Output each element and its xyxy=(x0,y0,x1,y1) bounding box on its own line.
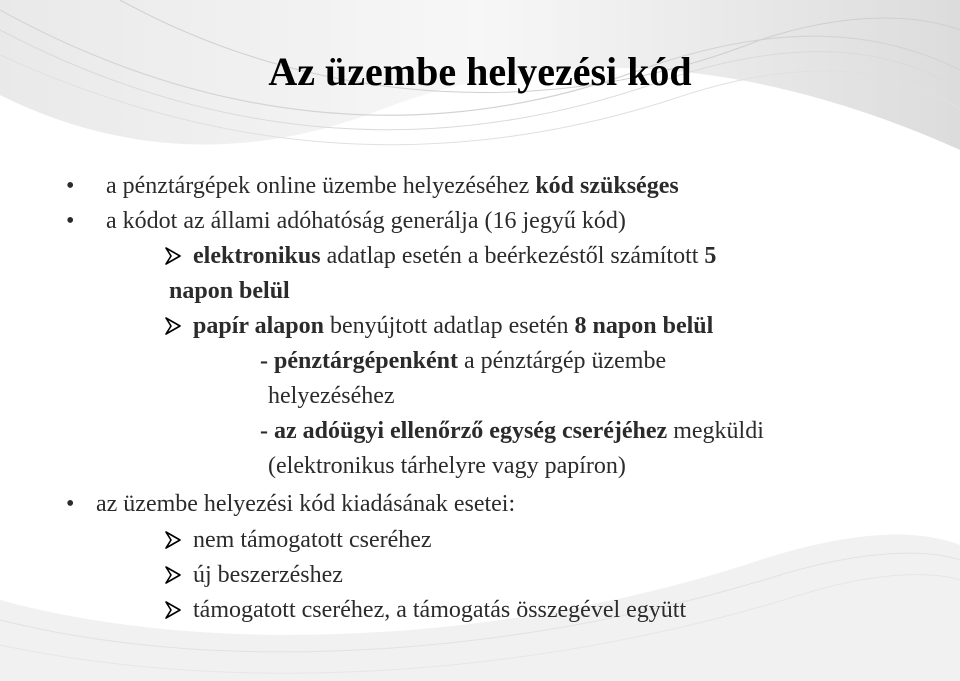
item-text: adatlap esetén a beérkezéstől számított xyxy=(320,243,705,269)
list-item: támogatott cseréhez, a támogatás összegével együtt xyxy=(193,597,687,623)
list-item: az üzembe helyezési kód kiadásának esetei: xyxy=(96,491,516,517)
item-text-bold: napon belül xyxy=(169,278,290,304)
item-text-bold: 8 napon belül xyxy=(574,313,714,339)
list-item: nem támogatott cseréhez xyxy=(193,527,432,553)
arrow-bullet-icon xyxy=(164,566,182,584)
arrow-bullet-icon xyxy=(164,247,182,265)
list-item xyxy=(260,346,666,376)
list-item-continuation: (elektronikus tárhelyre vagy papíron) xyxy=(268,453,626,479)
list-item: a kódot az állami adóhatóság generálja (16 jegyű kód) xyxy=(106,208,626,234)
item-text-bold: 5 xyxy=(704,243,717,269)
list-item xyxy=(260,416,764,446)
item-text-bold: elektronikus xyxy=(193,243,321,269)
bullet-icon: • xyxy=(66,173,75,199)
item-text: benyújtott adatlap esetén xyxy=(323,313,575,339)
list-item xyxy=(193,241,716,271)
list-item xyxy=(193,311,713,341)
item-text-bold: - pénztárgépenként xyxy=(260,348,458,374)
item-text: megküldi xyxy=(667,418,764,444)
bullet-icon: • xyxy=(66,491,75,517)
list-item-continuation xyxy=(169,276,290,306)
slide-title: Az üzembe helyezési kód xyxy=(268,49,692,94)
list-item xyxy=(106,171,679,201)
list-item: új beszerzéshez xyxy=(193,562,343,588)
item-text-bold: kód szükséges xyxy=(535,173,679,199)
arrow-bullet-icon xyxy=(164,317,182,335)
list-item-continuation: helyezéséhez xyxy=(268,383,395,409)
item-text-bold: papír alapon xyxy=(193,313,324,339)
arrow-bullet-icon xyxy=(164,601,182,619)
arrow-bullet-icon xyxy=(164,531,182,549)
item-text-bold: - az adóügyi ellenőrző egység cseréjéhez xyxy=(260,418,668,444)
bullet-icon: • xyxy=(66,208,75,234)
item-text: a pénztárgépek online üzembe helyezéséhez xyxy=(106,173,536,199)
item-text: a pénztárgép üzembe xyxy=(457,348,667,374)
